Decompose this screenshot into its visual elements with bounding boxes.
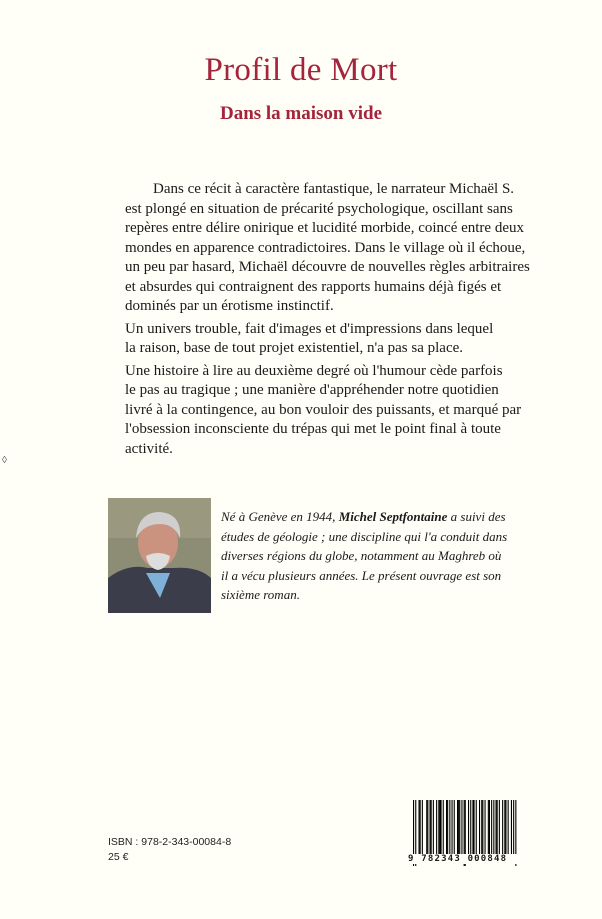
summary-paragraph bbox=[125, 362, 522, 460]
barcode-bar bbox=[511, 800, 512, 856]
book-title: Profil de Mort bbox=[204, 52, 398, 88]
barcode-bar bbox=[430, 800, 431, 856]
barcode-bar bbox=[431, 800, 432, 856]
summary-paragraph bbox=[125, 320, 494, 359]
barcode-bar bbox=[438, 800, 439, 856]
barcode-bar bbox=[488, 800, 489, 856]
author-name: Michel Septfontaine bbox=[338, 509, 448, 524]
summary-line: l'obsession inconsciente du trépas qui met le point final à toute bbox=[125, 421, 501, 437]
barcode-bar bbox=[505, 800, 506, 856]
barcode-bar bbox=[441, 800, 442, 856]
summary-line: activité. bbox=[125, 440, 173, 457]
summary-line: le pas au tragique ; une manière d'appréhender notre quotidien bbox=[125, 382, 499, 398]
barcode-bar bbox=[468, 800, 469, 856]
barcode-bar bbox=[458, 800, 459, 856]
summary-line: un peu par hasard, Michaël découvre de nouvelles règles arbitraires bbox=[125, 259, 530, 275]
isbn: ISBN : 978-2-343-00084-8 bbox=[108, 836, 232, 848]
author-photo bbox=[108, 498, 211, 613]
summary-line: Un univers trouble, fait d'images et d'impressions dans lequel bbox=[125, 320, 494, 337]
barcode-bar bbox=[493, 800, 494, 856]
barcode-bar bbox=[499, 800, 500, 856]
barcode-bar bbox=[457, 800, 458, 856]
barcode-digits: 9 782343 000848 bbox=[397, 854, 519, 864]
barcode-bar bbox=[502, 800, 503, 856]
barcode-bar bbox=[449, 800, 450, 856]
barcode-bar bbox=[489, 800, 490, 856]
barcode-bar bbox=[420, 800, 421, 856]
summary-paragraph bbox=[125, 180, 530, 317]
barcode-bar bbox=[496, 800, 497, 856]
summary-line: et absurdes qui contraignent des rapports humains déjà figés et bbox=[125, 278, 502, 295]
summary-line: Une histoire à lire au deuxième degré où l'humour cède parfois bbox=[125, 362, 503, 379]
price: 25 € bbox=[108, 851, 129, 863]
edge-mark: ◊ bbox=[2, 455, 7, 466]
barcode-bar bbox=[454, 800, 455, 856]
barcode-bar bbox=[447, 800, 448, 856]
barcode-bar bbox=[470, 800, 471, 856]
summary-line: Dans ce récit à caractère fantastique, le narrateur Michaël S. bbox=[153, 181, 515, 197]
bio-text: Né à Genève en 1944, bbox=[221, 509, 339, 524]
barcode-bar bbox=[452, 800, 453, 856]
isbn-block bbox=[108, 835, 231, 865]
barcode-bar bbox=[459, 800, 460, 856]
summary-text bbox=[125, 180, 530, 462]
bio-text: a suivi des études de géologie ; une discipline qui l'a conduit dans diverses régions du globe, notamment au Maghreb où il a vécu plusieurs années. Le présent ouvrage est son sixième roman. bbox=[221, 509, 508, 602]
author-bio bbox=[221, 507, 511, 605]
barcode-bar bbox=[476, 800, 477, 856]
barcode-bar bbox=[446, 800, 447, 856]
barcode-bar bbox=[427, 800, 428, 856]
barcode-bar bbox=[426, 800, 427, 856]
barcode-bar bbox=[422, 800, 423, 856]
barcode-bar bbox=[497, 800, 498, 856]
barcode-bar bbox=[439, 800, 440, 856]
barcode-bar bbox=[461, 800, 462, 856]
barcode-bar bbox=[474, 800, 475, 856]
summary-line: mondes en apparence contradictoires. Dans le village où il échoue, bbox=[125, 239, 526, 256]
barcode-bar bbox=[443, 800, 444, 856]
summary-line: repères entre délire onirique et lucidité morbide, coincé entre deux bbox=[125, 220, 524, 236]
summary-line: dominés par un érotisme instinctif. bbox=[125, 298, 334, 314]
book-subtitle: Dans la maison vide bbox=[219, 103, 383, 124]
barcode-bar bbox=[479, 800, 480, 856]
barcode-bar bbox=[482, 800, 483, 856]
barcode-bar bbox=[436, 800, 437, 856]
barcode-bar bbox=[485, 800, 486, 856]
summary-line: livré à la contingence, au bon vouloir des puissants, et marqué par bbox=[125, 401, 522, 418]
barcode-bar bbox=[504, 800, 505, 856]
summary-line: la raison, base de tout projet existentiel, n'a pas sa place. bbox=[125, 340, 464, 356]
barcode-bar bbox=[491, 800, 492, 856]
barcode-bar bbox=[508, 800, 509, 856]
barcode-bar bbox=[433, 800, 434, 856]
barcode-bar bbox=[481, 800, 482, 856]
barcode-bar bbox=[513, 800, 514, 856]
summary-line: est plongé en situation de précarité psychologique, oscillant sans bbox=[125, 200, 513, 217]
barcode-bar bbox=[472, 800, 473, 856]
barcode-bar bbox=[419, 800, 420, 856]
